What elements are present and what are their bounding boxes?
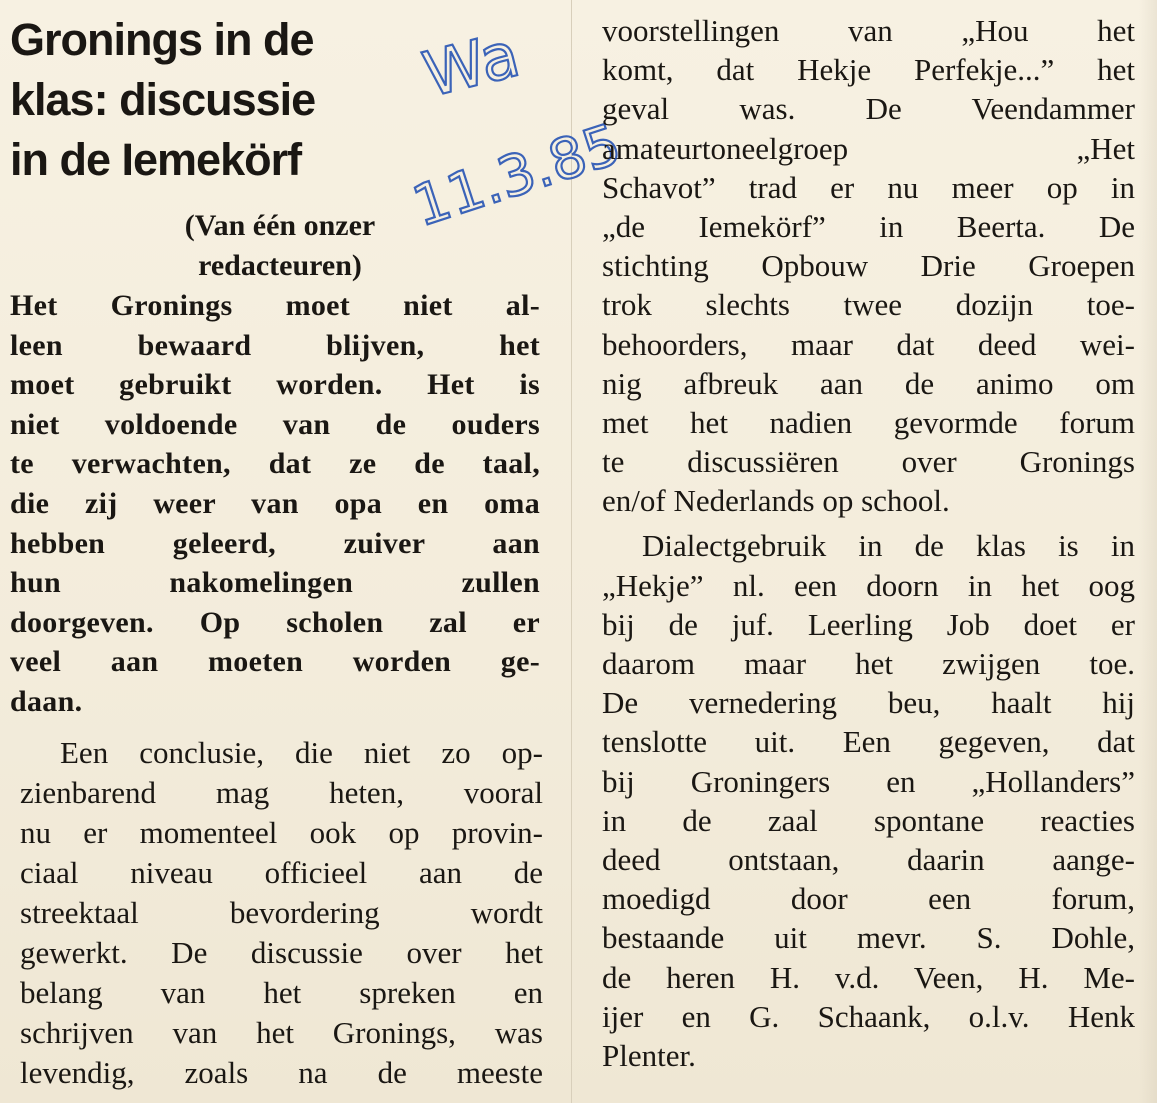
text-line: Het Gronings moet niet al-: [10, 289, 540, 322]
text-line: gewerkt. De discussie over het: [20, 935, 543, 970]
text-line: „de Iemekörf” in Beerta. De: [602, 208, 1135, 244]
handwritten-initials: Wa: [416, 17, 527, 112]
article-lead-paragraph: [10, 286, 540, 722]
text-line: trok slechts twee dozijn toe-: [602, 287, 1135, 323]
text-line: behoorders, maar dat deed wei-: [602, 326, 1135, 362]
article-body-right-column: [602, 11, 1135, 1075]
text-line: streektaal bevordering wordt: [20, 895, 543, 930]
text-line: hun nakomelingen zullen: [10, 566, 540, 600]
text-line: moedigd door een forum,: [602, 881, 1135, 917]
text-line: De vernedering beu, haalt hij: [602, 685, 1135, 721]
text-line: die zij weer van opa en oma: [10, 486, 540, 520]
text-line: zienbarend mag heten, vooral: [20, 775, 543, 810]
text-line: stichting Opbouw Drie Groepen: [602, 248, 1135, 284]
text-line: bestaande uit mevr. S. Dohle,: [602, 920, 1135, 956]
handwritten-date-annotation: [405, 12, 629, 240]
text-line: daarom maar het zwijgen toe.: [602, 646, 1135, 681]
text-line: „Hekje” nl. een doorn in het oog: [602, 567, 1135, 603]
text-line: schrijven van het Gronings, was: [20, 1015, 543, 1050]
text-line: belang van het spreken en: [20, 975, 543, 1010]
text-line: ijer en G. Schaank, o.l.v. Henk: [602, 998, 1135, 1034]
text-line: veel aan moeten worden ge-: [10, 645, 540, 679]
text-line: komt, dat Hekje Perfekje...” het: [602, 52, 1135, 88]
text-line: de heren H. v.d. Veen, H. Me-: [602, 959, 1135, 995]
text-line: in de zaal spontane reacties: [602, 802, 1135, 838]
text-line: en/of Nederlands op school.: [602, 483, 950, 519]
text-line: Een conclusie, die niet zo op-: [60, 735, 543, 770]
text-line: Schavot” trad er nu meer op in: [602, 169, 1135, 205]
text-line: met het nadien gevormde forum: [602, 404, 1135, 440]
text-line: geval was. De Veendammer: [602, 91, 1135, 127]
text-line: voorstellingen van „Hou het: [602, 13, 1135, 48]
text-line: te discussiëren over Gronings: [602, 444, 1135, 480]
text-line: Plenter.: [602, 1037, 696, 1073]
text-line: niet voldoende van de ouders: [10, 407, 540, 441]
headline-line: in de Iemekörf: [10, 134, 302, 185]
paper-edge: [1139, 0, 1157, 1103]
text-line: leen bewaard blijven, het: [10, 328, 540, 362]
text-line: levendig, zoals na de meeste: [20, 1055, 543, 1090]
text-line: doorgeven. Op scholen zal er: [10, 605, 540, 639]
article-headline: [10, 10, 430, 190]
text-line: daan.: [10, 684, 83, 718]
article-body-left-column: [20, 733, 543, 1093]
text-line: ciaal niveau officieel aan de: [20, 855, 543, 890]
text-line: amateurtoneelgroep „Het: [602, 130, 1135, 166]
headline-line: klas: discussie: [10, 74, 316, 125]
article-byline: [100, 206, 460, 286]
text-line: nu er momenteel ook op provin-: [20, 815, 543, 850]
text-line: moet gebruikt worden. Het is: [10, 368, 540, 402]
handwritten-date: 11.3.85: [405, 111, 629, 240]
text-line: bij Groningers en „Hollanders”: [602, 763, 1135, 799]
byline-line: (Van één onzer: [184, 209, 376, 242]
text-line: Dialectgebruik in de klas is in: [642, 528, 1135, 564]
text-line: bij de juf. Leerling Job doet er: [602, 606, 1135, 642]
text-line: hebben geleerd, zuiver aan: [10, 526, 540, 560]
text-line: nig afbreuk aan de animo om: [602, 365, 1135, 401]
text-line: tenslotte uit. Een gegeven, dat: [602, 724, 1135, 760]
byline-line: redacteuren): [198, 249, 362, 282]
text-line: deed ontstaan, daarin aange-: [602, 841, 1135, 877]
text-line: te verwachten, dat ze de taal,: [10, 447, 540, 481]
headline-line: Gronings in de: [10, 14, 314, 65]
